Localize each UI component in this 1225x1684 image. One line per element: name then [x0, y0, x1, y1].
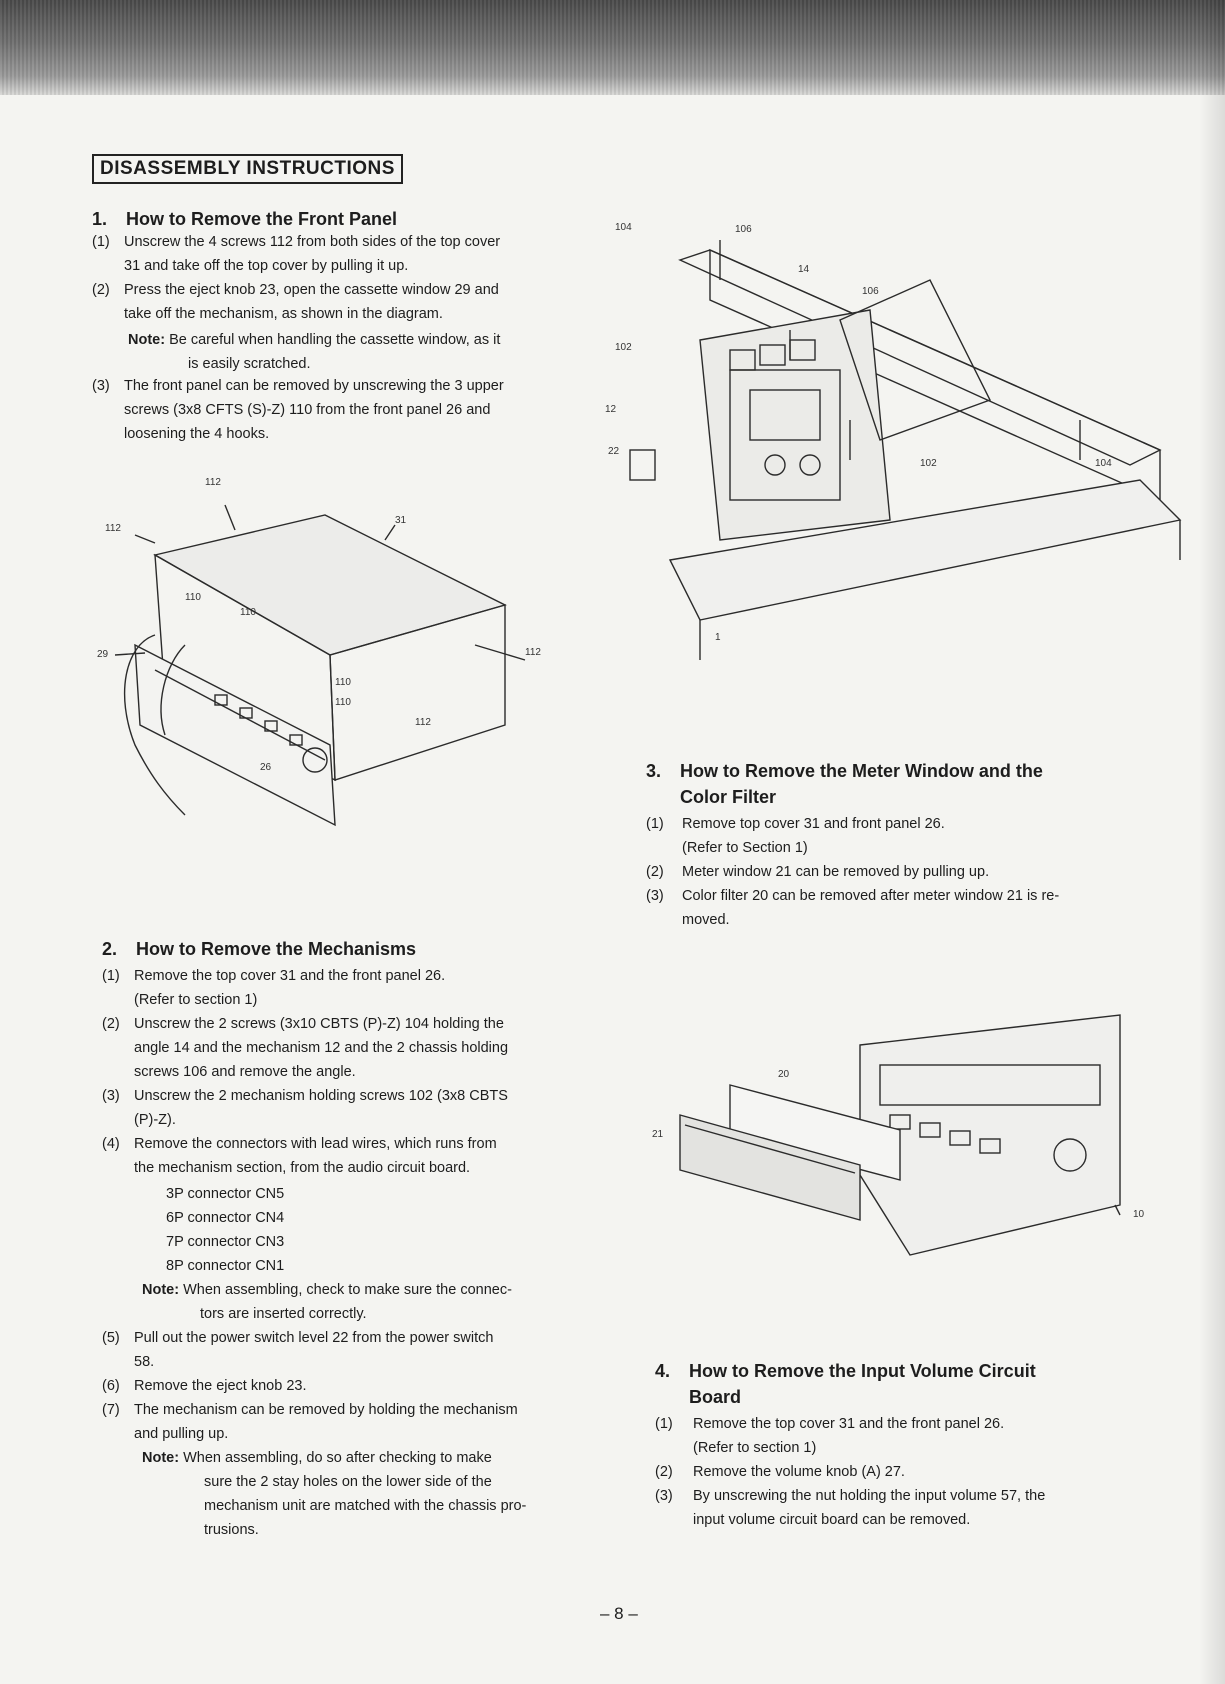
- mw-label-21: 21: [652, 1129, 664, 1140]
- mw-label-20: 20: [778, 1069, 790, 1080]
- section2-note1: Note: When assembling, check to make sure the connec-: [142, 1282, 512, 1298]
- mech-label-12: 12: [605, 404, 617, 415]
- fp-label-110a: 110: [185, 592, 201, 603]
- fp-label-110c: 110: [335, 677, 351, 688]
- section3-title: 3. How to Remove the Meter Window and the Color Filter: [646, 761, 1043, 807]
- front-panel-diagram: [95, 477, 575, 855]
- fp-label-110d: 110: [335, 697, 351, 708]
- mech-label-104b: 104: [1095, 458, 1112, 469]
- page-edge-shadow: [1199, 0, 1225, 1684]
- meter-window-diagram: [640, 1005, 1160, 1275]
- section1-note: Note: Be careful when handling the cassette window, as it: [128, 332, 501, 348]
- section4-title: 4. How to Remove the Input Volume Circuit Board: [655, 1361, 1036, 1407]
- mech-label-106b: 106: [862, 286, 879, 297]
- connector-cn3: 7P connector CN3: [166, 1234, 285, 1250]
- mech-label-104a: 104: [615, 222, 632, 233]
- section1-note-cont: is easily scratched.: [188, 356, 311, 372]
- fp-label-29: 29: [97, 649, 109, 660]
- mech-label-22: 22: [608, 446, 620, 457]
- section1-title: 1. How to Remove the Front Panel: [92, 209, 398, 229]
- section2-note1-cont: tors are inserted correctly.: [200, 1306, 367, 1322]
- section2-title: 2. How to Remove the Mechanisms: [102, 939, 417, 959]
- fp-label-110b: 110: [240, 607, 256, 618]
- mechanism-diagram: [605, 220, 1200, 690]
- fp-label-112b: 112: [105, 523, 121, 534]
- scanned-header-band: [0, 0, 1225, 95]
- section2-note2: Note: When assembling, do so after checking to make: [142, 1450, 492, 1466]
- mech-label-106a: 106: [735, 224, 752, 235]
- mech-label-102b: 102: [920, 458, 937, 469]
- section2-note2-cont1: sure the 2 stay holes on the lower side of the: [204, 1474, 492, 1490]
- connector-cn1: 8P connector CN1: [166, 1258, 285, 1274]
- page-number: – 8 –: [600, 1604, 638, 1623]
- mech-label-14: 14: [798, 264, 810, 275]
- fp-label-31: 31: [395, 515, 407, 526]
- connector-cn4: 6P connector CN4: [166, 1210, 285, 1226]
- connector-cn5: 3P connector CN5: [166, 1186, 285, 1202]
- mw-label-10: 10: [1133, 1209, 1145, 1220]
- fp-label-112d: 112: [525, 647, 541, 658]
- section2-note2-cont2: mechanism unit are matched with the chassis pro-: [204, 1498, 527, 1514]
- fp-label-112c: 112: [415, 717, 431, 728]
- mech-label-1: 1: [715, 632, 721, 643]
- fp-label-26: 26: [260, 762, 272, 773]
- section2-note2-cont3: trusions.: [204, 1522, 259, 1538]
- page-heading: DISASSEMBLY INSTRUCTIONS: [92, 154, 403, 184]
- fp-label-112a: 112: [205, 477, 221, 488]
- mech-label-102a: 102: [615, 342, 632, 353]
